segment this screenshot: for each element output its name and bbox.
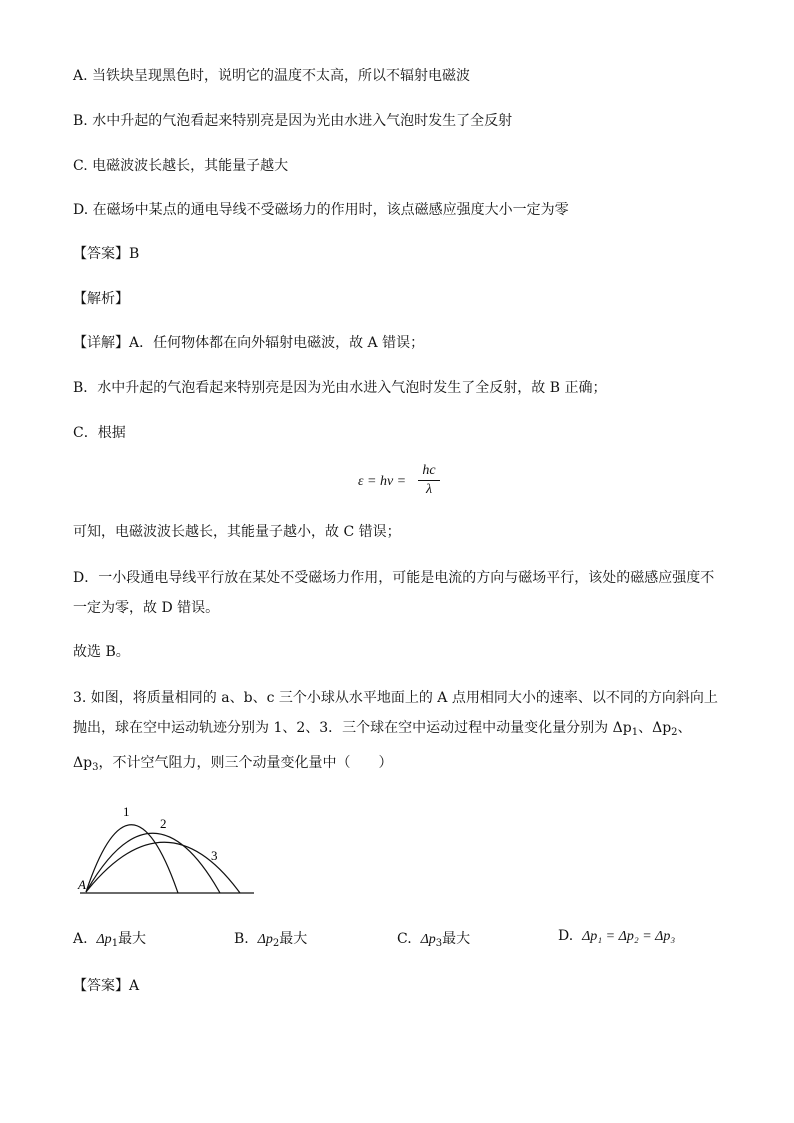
detail-b: B．水中升起的气泡看起来特别亮是因为光由水进入气泡时发生了全反射，故 B 正确； [73,380,607,396]
option-b: B. 水中升起的气泡看起来特别亮是因为光由水进入气泡时发生了全反射 [73,113,513,129]
opt-b-suffix: 最大 [279,931,308,947]
option-c: C. 电磁波波长越长，其能量子越大 [73,158,289,174]
opt-a-sub: 1 [111,938,119,949]
detail-d: D．一小段通电导线平行放在某处不受磁场力作用，可能是电流的方向与磁场平行，该处的磁感应强度不一定为零，故 D 错误。 [73,570,715,616]
opt-d-prefix: D. [558,928,574,944]
opt-a-dp: Δp [96,932,112,947]
stem-sep-1: 、Δp [638,720,672,736]
q3-answer-label: 【答案】A [73,978,140,994]
trajectory-figure [76,802,256,897]
opt-b-prefix: B. [234,931,249,947]
stem-sep-2: 、Δp [73,720,692,771]
trajectory-2 [86,833,220,893]
opt-d-text: Δp₁ = Δp₂ = Δp₃ [582,929,676,944]
stem-part-1: 3. 如图，将质量相同的 a、b、c 三个小球从水平地面上的 A 点用相同大小的速率、以不同的方向斜向上抛出，球在空中运动轨迹分别为 1、2、3．三个球在空中运动过程中动量变化量分别为 Δp [73,690,718,736]
formula-denominator: λ [425,482,433,497]
formula-numerator: hc [418,463,440,481]
answer-label: 【答案】B [73,246,140,262]
stem-sub-2: 2 [671,727,678,738]
opt-a-suffix: 最大 [118,931,147,947]
q3-option-d [558,928,675,945]
q3-option-c [397,928,470,949]
opt-a-prefix: A. [73,931,88,947]
energy-quantum-formula [358,463,448,505]
trajectory-1-label: 1 [123,804,130,819]
trajectory-2-label: 2 [160,816,167,831]
q3-option-b [234,928,307,949]
detail-c-conclusion: 可知，电磁波波长越长，其能量子越小，故 C 错误； [73,524,401,540]
opt-b-sub: 2 [272,938,280,949]
question-3-stem [73,683,723,783]
detail-c: C．根据 [73,425,126,441]
formula-fraction [418,463,440,498]
stem-part-2: ，不计空气阻力，则三个动量变化量中（ ） [98,755,393,771]
opt-c-sub: 3 [435,938,443,949]
analysis-label: 【解析】 [73,291,129,307]
q3-option-a [73,928,146,949]
formula-lhs: ε = hν = [358,474,407,489]
final-choice: 故选 B。 [73,644,130,660]
detail-a: 【详解】A．任何物体都在向外辐射电磁波，故 A 错误； [73,335,425,351]
stem-sub-1: 1 [631,727,639,738]
opt-c-suffix: 最大 [442,931,471,947]
point-a-label: A [78,877,86,892]
option-d: D. 在磁场中某点的通电导线不受磁场力的作用时，该点磁感应强度大小一定为零 [73,202,569,218]
trajectory-3-label: 3 [211,848,218,863]
stem-sub-3: 3 [92,762,99,773]
opt-b-dp: Δp [257,932,273,947]
opt-c-dp: Δp [420,932,436,947]
option-a: A. 当铁块呈现黑色时，说明它的温度不太高，所以不辐射电磁波 [73,68,471,84]
opt-c-prefix: C. [397,931,412,947]
